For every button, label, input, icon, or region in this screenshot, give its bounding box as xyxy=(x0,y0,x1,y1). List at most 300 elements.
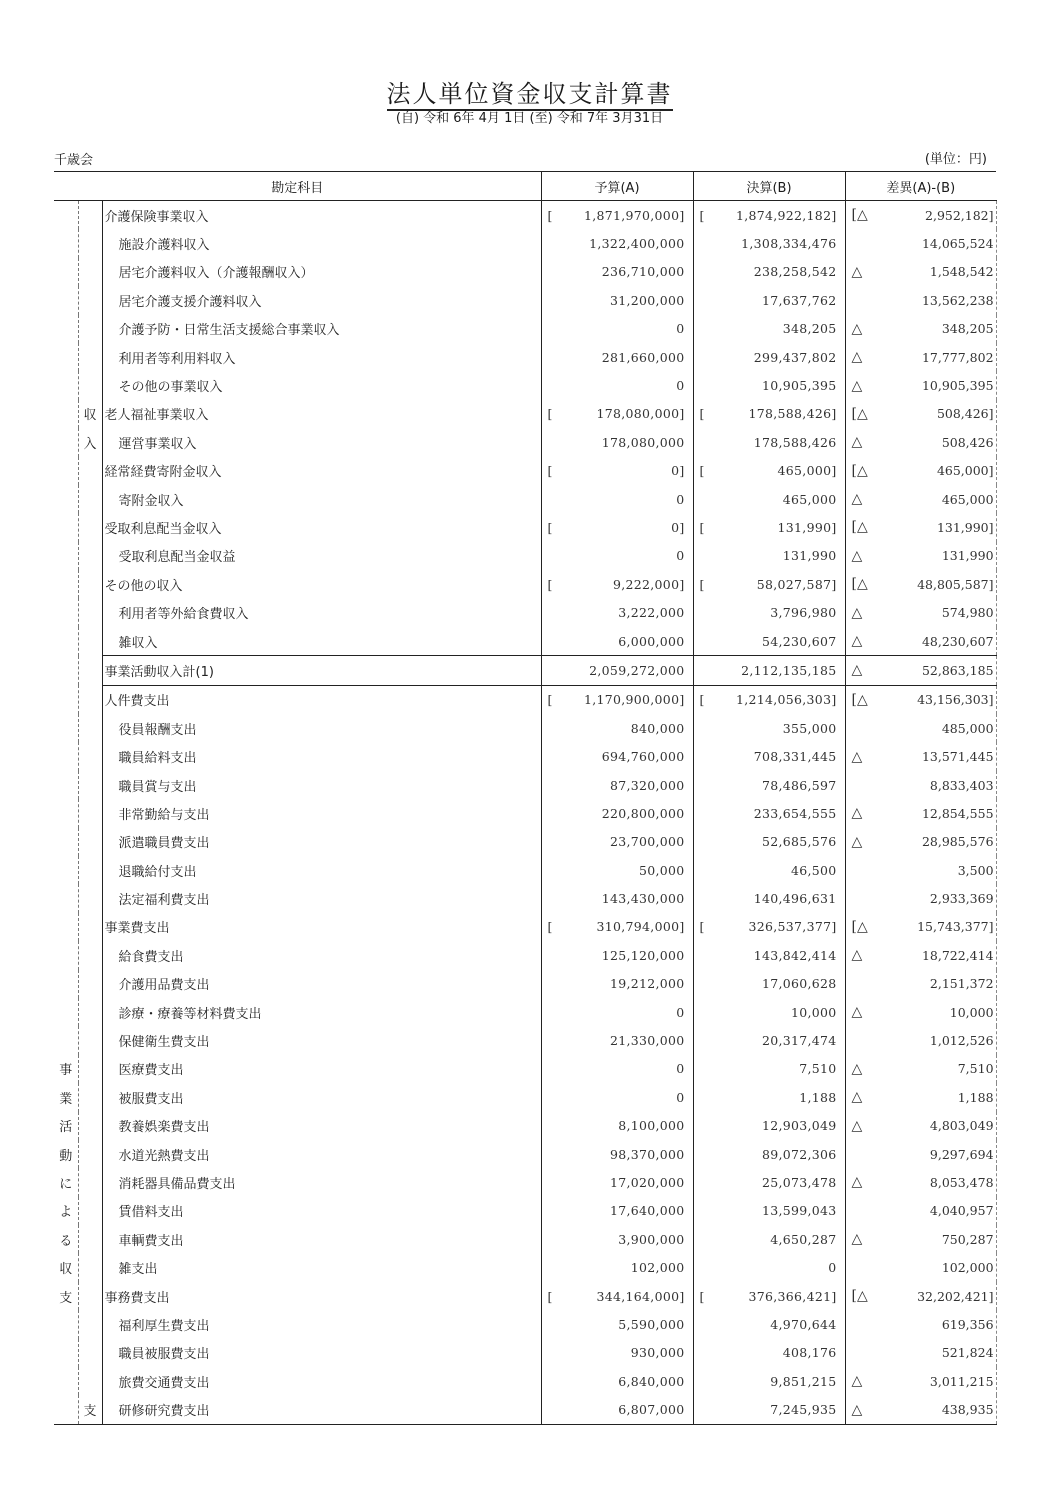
negative-marker-icon: △ xyxy=(845,1112,875,1140)
budget-value: 87,320,000 xyxy=(541,771,693,799)
table-row xyxy=(54,1395,996,1424)
account-name: 給食費支出 xyxy=(118,949,184,965)
difference-value: 508,426 xyxy=(875,428,996,456)
actual-value: 131,990 xyxy=(693,542,845,570)
subsection-label-cell xyxy=(78,1140,102,1168)
budget-value: 1,322,400,000 xyxy=(541,229,693,257)
difference-value: 10,000 xyxy=(875,998,996,1026)
negative-marker-icon: [△ xyxy=(845,685,875,714)
section-label-cell xyxy=(54,771,78,799)
account-name: 雑支出 xyxy=(118,1262,158,1278)
account-name: その他の収入 xyxy=(104,578,183,594)
budget-value: 0 xyxy=(541,1055,693,1083)
difference-value: 8,053,478 xyxy=(875,1168,996,1196)
budget-value: 17,020,000 xyxy=(541,1168,693,1196)
account-name: 福利厚生費支出 xyxy=(118,1318,210,1334)
section-label-cell xyxy=(54,856,78,884)
section-label-cell xyxy=(54,315,78,343)
cash-flow-table xyxy=(54,171,997,1425)
negative-marker-icon: △ xyxy=(845,428,875,456)
difference-value: 574,980 xyxy=(875,598,996,626)
difference-value: 48,805,587] xyxy=(875,570,996,598)
subsection-label-cell xyxy=(78,627,102,656)
difference-value: 3,500 xyxy=(875,856,996,884)
budget-value: 236,710,000 xyxy=(541,258,693,286)
table-row xyxy=(54,1055,996,1083)
negative-marker-icon: △ xyxy=(845,1225,875,1253)
budget-value: 0 xyxy=(541,542,693,570)
actual-value: 7,245,935 xyxy=(693,1395,845,1424)
negative-marker-icon: △ xyxy=(845,742,875,770)
subsection-label-cell xyxy=(78,315,102,343)
section-label-cell xyxy=(54,742,78,770)
section-label-cell: 動 xyxy=(54,1140,78,1168)
table-row xyxy=(54,1168,996,1196)
actual-value: 12,903,049 xyxy=(693,1112,845,1140)
table-row xyxy=(54,598,996,626)
actual-value: 89,072,306 xyxy=(693,1140,845,1168)
section-label-cell xyxy=(54,513,78,541)
actual-value: [ 465,000] xyxy=(693,457,845,485)
subsection-label-cell xyxy=(78,913,102,941)
subsection-label-cell xyxy=(78,1055,102,1083)
actual-value: [ 326,537,377] xyxy=(693,913,845,941)
section-label-cell: る xyxy=(54,1225,78,1253)
subsection-label-cell xyxy=(78,1367,102,1395)
subsection-label-cell xyxy=(78,1282,102,1310)
negative-marker-icon xyxy=(845,714,875,742)
table-row xyxy=(54,1367,996,1395)
budget-value: 281,660,000 xyxy=(541,343,693,371)
account-name: 事業活動収入計(1) xyxy=(102,656,541,685)
account-name: 介護保険事業収入 xyxy=(104,209,209,225)
account-name: 賃借料支出 xyxy=(118,1205,184,1221)
account-name: 職員給料支出 xyxy=(118,751,197,767)
table-row xyxy=(54,428,996,456)
budget-value: [ 344,164,000] xyxy=(541,1282,693,1310)
difference-value: 7,510 xyxy=(875,1055,996,1083)
subsection-label-cell xyxy=(78,485,102,513)
difference-value: 48,230,607 xyxy=(875,627,996,656)
header-budget: 予算(A) xyxy=(541,172,693,201)
actual-value: 1,188 xyxy=(693,1083,845,1111)
section-label-cell xyxy=(54,371,78,399)
table-row xyxy=(54,627,996,656)
difference-value: 131,990 xyxy=(875,542,996,570)
budget-value: [ 178,080,000] xyxy=(541,400,693,428)
negative-marker-icon: △ xyxy=(845,315,875,343)
actual-value: 0 xyxy=(693,1253,845,1281)
actual-value: 9,851,215 xyxy=(693,1367,845,1395)
subsection-label-cell xyxy=(78,656,102,685)
difference-value: 485,000 xyxy=(875,714,996,742)
account-name: 職員賞与支出 xyxy=(118,779,197,795)
budget-value: 0 xyxy=(541,998,693,1026)
table-row xyxy=(54,998,996,1026)
section-label-cell xyxy=(54,428,78,456)
subsection-label-cell xyxy=(78,714,102,742)
actual-value: [ 131,990] xyxy=(693,513,845,541)
account-name: 派遣職員費支出 xyxy=(118,836,210,852)
subsection-label-cell xyxy=(78,457,102,485)
table-row xyxy=(54,828,996,856)
negative-marker-icon: [△ xyxy=(845,570,875,598)
subsection-label-cell xyxy=(78,542,102,570)
table-body xyxy=(54,201,996,1425)
negative-marker-icon: △ xyxy=(845,1367,875,1395)
budget-value: 125,120,000 xyxy=(541,941,693,969)
table-row xyxy=(54,513,996,541)
negative-marker-icon xyxy=(845,856,875,884)
negative-marker-icon: △ xyxy=(845,828,875,856)
table-row xyxy=(54,1310,996,1338)
account-name: 保健衛生費支出 xyxy=(118,1035,210,1051)
actual-value: 54,230,607 xyxy=(693,627,845,656)
section-label-cell xyxy=(54,570,78,598)
table-row xyxy=(54,258,996,286)
section-label-cell: 活 xyxy=(54,1112,78,1140)
account-name: 法定福利費支出 xyxy=(118,893,210,909)
actual-value: 708,331,445 xyxy=(693,742,845,770)
actual-value: 13,599,043 xyxy=(693,1197,845,1225)
table-row xyxy=(54,542,996,570)
section-label-cell: 支 xyxy=(54,1282,78,1310)
subsection-label-cell xyxy=(78,856,102,884)
difference-value: 9,297,694 xyxy=(875,1140,996,1168)
table-row xyxy=(54,1112,996,1140)
negative-marker-icon: △ xyxy=(845,598,875,626)
budget-value: 0 xyxy=(541,485,693,513)
negative-marker-icon xyxy=(845,1253,875,1281)
difference-value: 52,863,185 xyxy=(875,656,996,685)
actual-value: 348,205 xyxy=(693,315,845,343)
subsection-label-cell xyxy=(78,828,102,856)
difference-value: 8,833,403 xyxy=(875,771,996,799)
negative-marker-icon: [△ xyxy=(845,457,875,485)
negative-marker-icon xyxy=(845,1026,875,1054)
table-row xyxy=(54,1225,996,1253)
actual-value: 3,796,980 xyxy=(693,598,845,626)
negative-marker-icon: △ xyxy=(845,941,875,969)
table-row xyxy=(54,970,996,998)
actual-value: 4,970,644 xyxy=(693,1310,845,1338)
account-name: 運営事業収入 xyxy=(118,436,197,452)
negative-marker-icon: △ xyxy=(845,258,875,286)
negative-marker-icon xyxy=(845,1197,875,1225)
actual-value: 178,588,426 xyxy=(693,428,845,456)
subsection-label-cell: 収 xyxy=(78,400,102,428)
currency-unit: (単位：円) xyxy=(924,152,987,167)
difference-value: 4,040,957 xyxy=(875,1197,996,1225)
account-name: 被服費支出 xyxy=(118,1091,184,1107)
budget-value: 840,000 xyxy=(541,714,693,742)
actual-value: 46,500 xyxy=(693,856,845,884)
section-label-cell: 業 xyxy=(54,1083,78,1111)
account-name: 消耗器具備品費支出 xyxy=(118,1176,236,1192)
negative-marker-icon xyxy=(845,884,875,912)
subsection-label-cell xyxy=(78,799,102,827)
budget-value: [ 0] xyxy=(541,513,693,541)
account-name: 非常勤給与支出 xyxy=(118,807,210,823)
actual-value: 233,654,555 xyxy=(693,799,845,827)
difference-value: 14,065,524 xyxy=(875,229,996,257)
subsection-label-cell: 支 xyxy=(78,1395,102,1424)
section-label-cell xyxy=(54,598,78,626)
negative-marker-icon xyxy=(845,1310,875,1338)
negative-marker-icon: △ xyxy=(845,998,875,1026)
budget-value: 98,370,000 xyxy=(541,1140,693,1168)
budget-value: 3,222,000 xyxy=(541,598,693,626)
negative-marker-icon: △ xyxy=(845,371,875,399)
difference-value: 43,156,303] xyxy=(875,685,996,714)
table-row xyxy=(54,1197,996,1225)
subsection-label-cell xyxy=(78,941,102,969)
section-label-cell xyxy=(54,941,78,969)
subsection-label-cell xyxy=(78,1083,102,1111)
subsection-label-cell xyxy=(78,771,102,799)
table-row xyxy=(54,742,996,770)
budget-value: 50,000 xyxy=(541,856,693,884)
actual-value: [ 58,027,587] xyxy=(693,570,845,598)
table-row xyxy=(54,913,996,941)
table-row xyxy=(54,400,996,428)
header-difference: 差異(A)-(B) xyxy=(845,172,996,201)
subsection-label-cell xyxy=(78,1253,102,1281)
section-label-cell xyxy=(54,1310,78,1338)
table-row xyxy=(54,799,996,827)
difference-value: 438,935 xyxy=(875,1395,996,1424)
account-name: 居宅介護支援介護料収入 xyxy=(118,294,262,310)
actual-value: 10,000 xyxy=(693,998,845,1026)
subsection-label-cell xyxy=(78,286,102,314)
actual-value: 17,060,628 xyxy=(693,970,845,998)
difference-value: 28,985,576 xyxy=(875,828,996,856)
budget-value: 6,840,000 xyxy=(541,1367,693,1395)
account-name: 経常経費寄附金収入 xyxy=(104,465,222,481)
difference-value: 750,287 xyxy=(875,1225,996,1253)
budget-value: 6,807,000 xyxy=(541,1395,693,1424)
budget-value: [ 0] xyxy=(541,457,693,485)
table-row xyxy=(54,457,996,485)
difference-value: 521,824 xyxy=(875,1339,996,1367)
table-row xyxy=(54,343,996,371)
section-label-cell xyxy=(54,884,78,912)
negative-marker-icon xyxy=(845,970,875,998)
budget-value: [ 9,222,000] xyxy=(541,570,693,598)
actual-value: 1,308,334,476 xyxy=(693,229,845,257)
difference-value: 2,933,369 xyxy=(875,884,996,912)
budget-value: 0 xyxy=(541,1083,693,1111)
section-label-cell xyxy=(54,542,78,570)
account-name: その他の事業収入 xyxy=(118,380,223,396)
difference-value: 2,151,372 xyxy=(875,970,996,998)
section-label-cell: 事 xyxy=(54,1055,78,1083)
table-row xyxy=(54,371,996,399)
difference-value: 508,426] xyxy=(875,400,996,428)
negative-marker-icon: △ xyxy=(845,343,875,371)
table-row xyxy=(54,315,996,343)
section-label-cell: よ xyxy=(54,1197,78,1225)
budget-value: 21,330,000 xyxy=(541,1026,693,1054)
account-name: 受取利息配当金収入 xyxy=(104,521,222,537)
account-name: 教養娯楽費支出 xyxy=(118,1120,210,1136)
difference-value: 10,905,395 xyxy=(875,371,996,399)
actual-value: 299,437,802 xyxy=(693,343,845,371)
table-row xyxy=(54,1140,996,1168)
difference-value: 3,011,215 xyxy=(875,1367,996,1395)
difference-value: 1,012,526 xyxy=(875,1026,996,1054)
account-name: 利用者等利用料収入 xyxy=(118,351,236,367)
difference-value: 18,722,414 xyxy=(875,941,996,969)
section-label-cell xyxy=(54,400,78,428)
account-name: 利用者等外給食費収入 xyxy=(118,607,249,623)
section-label-cell xyxy=(54,998,78,1026)
account-name: 研修研究費支出 xyxy=(102,1395,541,1424)
section-label-cell xyxy=(54,913,78,941)
subsection-label-cell xyxy=(78,1168,102,1196)
table-row xyxy=(54,856,996,884)
table-row xyxy=(54,1026,996,1054)
budget-value: 0 xyxy=(541,371,693,399)
negative-marker-icon: [△ xyxy=(845,913,875,941)
difference-value: 619,356 xyxy=(875,1310,996,1338)
difference-value: 13,562,238 xyxy=(875,286,996,314)
difference-value: 1,188 xyxy=(875,1083,996,1111)
negative-marker-icon xyxy=(845,229,875,257)
account-name: 人件費支出 xyxy=(104,694,170,710)
section-label-cell xyxy=(54,970,78,998)
table-row xyxy=(54,485,996,513)
actual-value: 355,000 xyxy=(693,714,845,742)
account-name: 医療費支出 xyxy=(118,1063,184,1079)
account-name: 役員報酬支出 xyxy=(118,722,197,738)
account-name: 寄附金収入 xyxy=(118,493,184,509)
subsection-label-cell xyxy=(78,258,102,286)
negative-marker-icon: [△ xyxy=(845,400,875,428)
subsection-label-cell xyxy=(78,1026,102,1054)
subsection-label-cell xyxy=(78,1225,102,1253)
actual-value: 465,000 xyxy=(693,485,845,513)
table-row xyxy=(54,714,996,742)
budget-value: 178,080,000 xyxy=(541,428,693,456)
actual-value: 143,842,414 xyxy=(693,941,845,969)
actual-value: 238,258,542 xyxy=(693,258,845,286)
table-row xyxy=(54,1083,996,1111)
negative-marker-icon xyxy=(845,1339,875,1367)
difference-value: 102,000 xyxy=(875,1253,996,1281)
difference-value: 465,000] xyxy=(875,457,996,485)
budget-value: 8,100,000 xyxy=(541,1112,693,1140)
actual-value: 78,486,597 xyxy=(693,771,845,799)
negative-marker-icon: [△ xyxy=(845,513,875,541)
subsection-label-cell xyxy=(78,371,102,399)
account-name: 診療・療養等材料費支出 xyxy=(118,1006,262,1022)
negative-marker-icon: [△ xyxy=(845,1282,875,1310)
actual-value: [ 1,874,922,182] xyxy=(693,201,845,230)
budget-value: [ 310,794,000] xyxy=(541,913,693,941)
account-name: 老人福祉事業収入 xyxy=(104,408,209,424)
section-label-cell xyxy=(54,286,78,314)
actual-value: [ 1,214,056,303] xyxy=(693,685,845,714)
table-row xyxy=(54,1282,996,1310)
section-label-cell xyxy=(54,656,78,685)
document-title: 法人単位資金収支計算書 xyxy=(0,74,1059,109)
actual-value: 7,510 xyxy=(693,1055,845,1083)
account-name: 施設介護料収入 xyxy=(118,238,210,254)
actual-value: 25,073,478 xyxy=(693,1168,845,1196)
account-name: 旅費交通費支出 xyxy=(118,1375,210,1391)
section-label-cell xyxy=(54,1026,78,1054)
budget-value: 6,000,000 xyxy=(541,627,693,656)
table-row xyxy=(54,1339,996,1367)
difference-value: 17,777,802 xyxy=(875,343,996,371)
negative-marker-icon: △ xyxy=(845,1168,875,1196)
account-name: 退職給付支出 xyxy=(118,864,197,880)
negative-marker-icon: △ xyxy=(845,1395,875,1424)
difference-value: 465,000 xyxy=(875,485,996,513)
negative-marker-icon: △ xyxy=(845,542,875,570)
section-label-cell xyxy=(54,1339,78,1367)
actual-value: 4,650,287 xyxy=(693,1225,845,1253)
difference-value: 32,202,421] xyxy=(875,1282,996,1310)
section-label-cell xyxy=(54,627,78,656)
budget-value: 31,200,000 xyxy=(541,286,693,314)
difference-value: 4,803,049 xyxy=(875,1112,996,1140)
subsection-label-cell xyxy=(78,229,102,257)
table-row xyxy=(54,685,996,714)
budget-value: 2,059,272,000 xyxy=(541,656,693,685)
section-label-cell xyxy=(54,457,78,485)
subsection-label-cell xyxy=(78,1310,102,1338)
table-row xyxy=(54,201,996,230)
section-label-cell xyxy=(54,685,78,714)
negative-marker-icon: △ xyxy=(845,627,875,656)
difference-value: 13,571,445 xyxy=(875,742,996,770)
budget-value: 0 xyxy=(541,315,693,343)
subsection-label-cell xyxy=(78,884,102,912)
section-label-cell xyxy=(54,1367,78,1395)
fiscal-period: (自) 令和 6年 4月 1日 (至) 令和 7年 3月31日 xyxy=(395,111,664,126)
negative-marker-icon: △ xyxy=(845,656,875,685)
subsection-label-cell xyxy=(78,685,102,714)
table-row xyxy=(54,570,996,598)
organization-name: 千歳会 xyxy=(54,153,94,168)
budget-value: 17,640,000 xyxy=(541,1197,693,1225)
difference-value: 348,205 xyxy=(875,315,996,343)
subsection-label-cell xyxy=(78,570,102,598)
table-row xyxy=(54,941,996,969)
subsection-label-cell xyxy=(78,1197,102,1225)
difference-value: 2,952,182] xyxy=(875,201,996,230)
header-actual: 決算(B) xyxy=(693,172,845,201)
account-name: 事業費支出 xyxy=(104,921,170,937)
table-row xyxy=(54,1253,996,1281)
negative-marker-icon: [△ xyxy=(845,201,875,230)
section-label-cell xyxy=(54,1395,78,1424)
section-label-cell: 収 xyxy=(54,1253,78,1281)
negative-marker-icon: △ xyxy=(845,1055,875,1083)
actual-value: 20,317,474 xyxy=(693,1026,845,1054)
budget-value: 102,000 xyxy=(541,1253,693,1281)
table-row xyxy=(54,229,996,257)
subsection-label-cell xyxy=(78,1112,102,1140)
section-label-cell xyxy=(54,229,78,257)
negative-marker-icon: △ xyxy=(845,1083,875,1111)
difference-value: 15,743,377] xyxy=(875,913,996,941)
budget-value: 930,000 xyxy=(541,1339,693,1367)
actual-value: 408,176 xyxy=(693,1339,845,1367)
subsection-label-cell xyxy=(78,201,102,230)
